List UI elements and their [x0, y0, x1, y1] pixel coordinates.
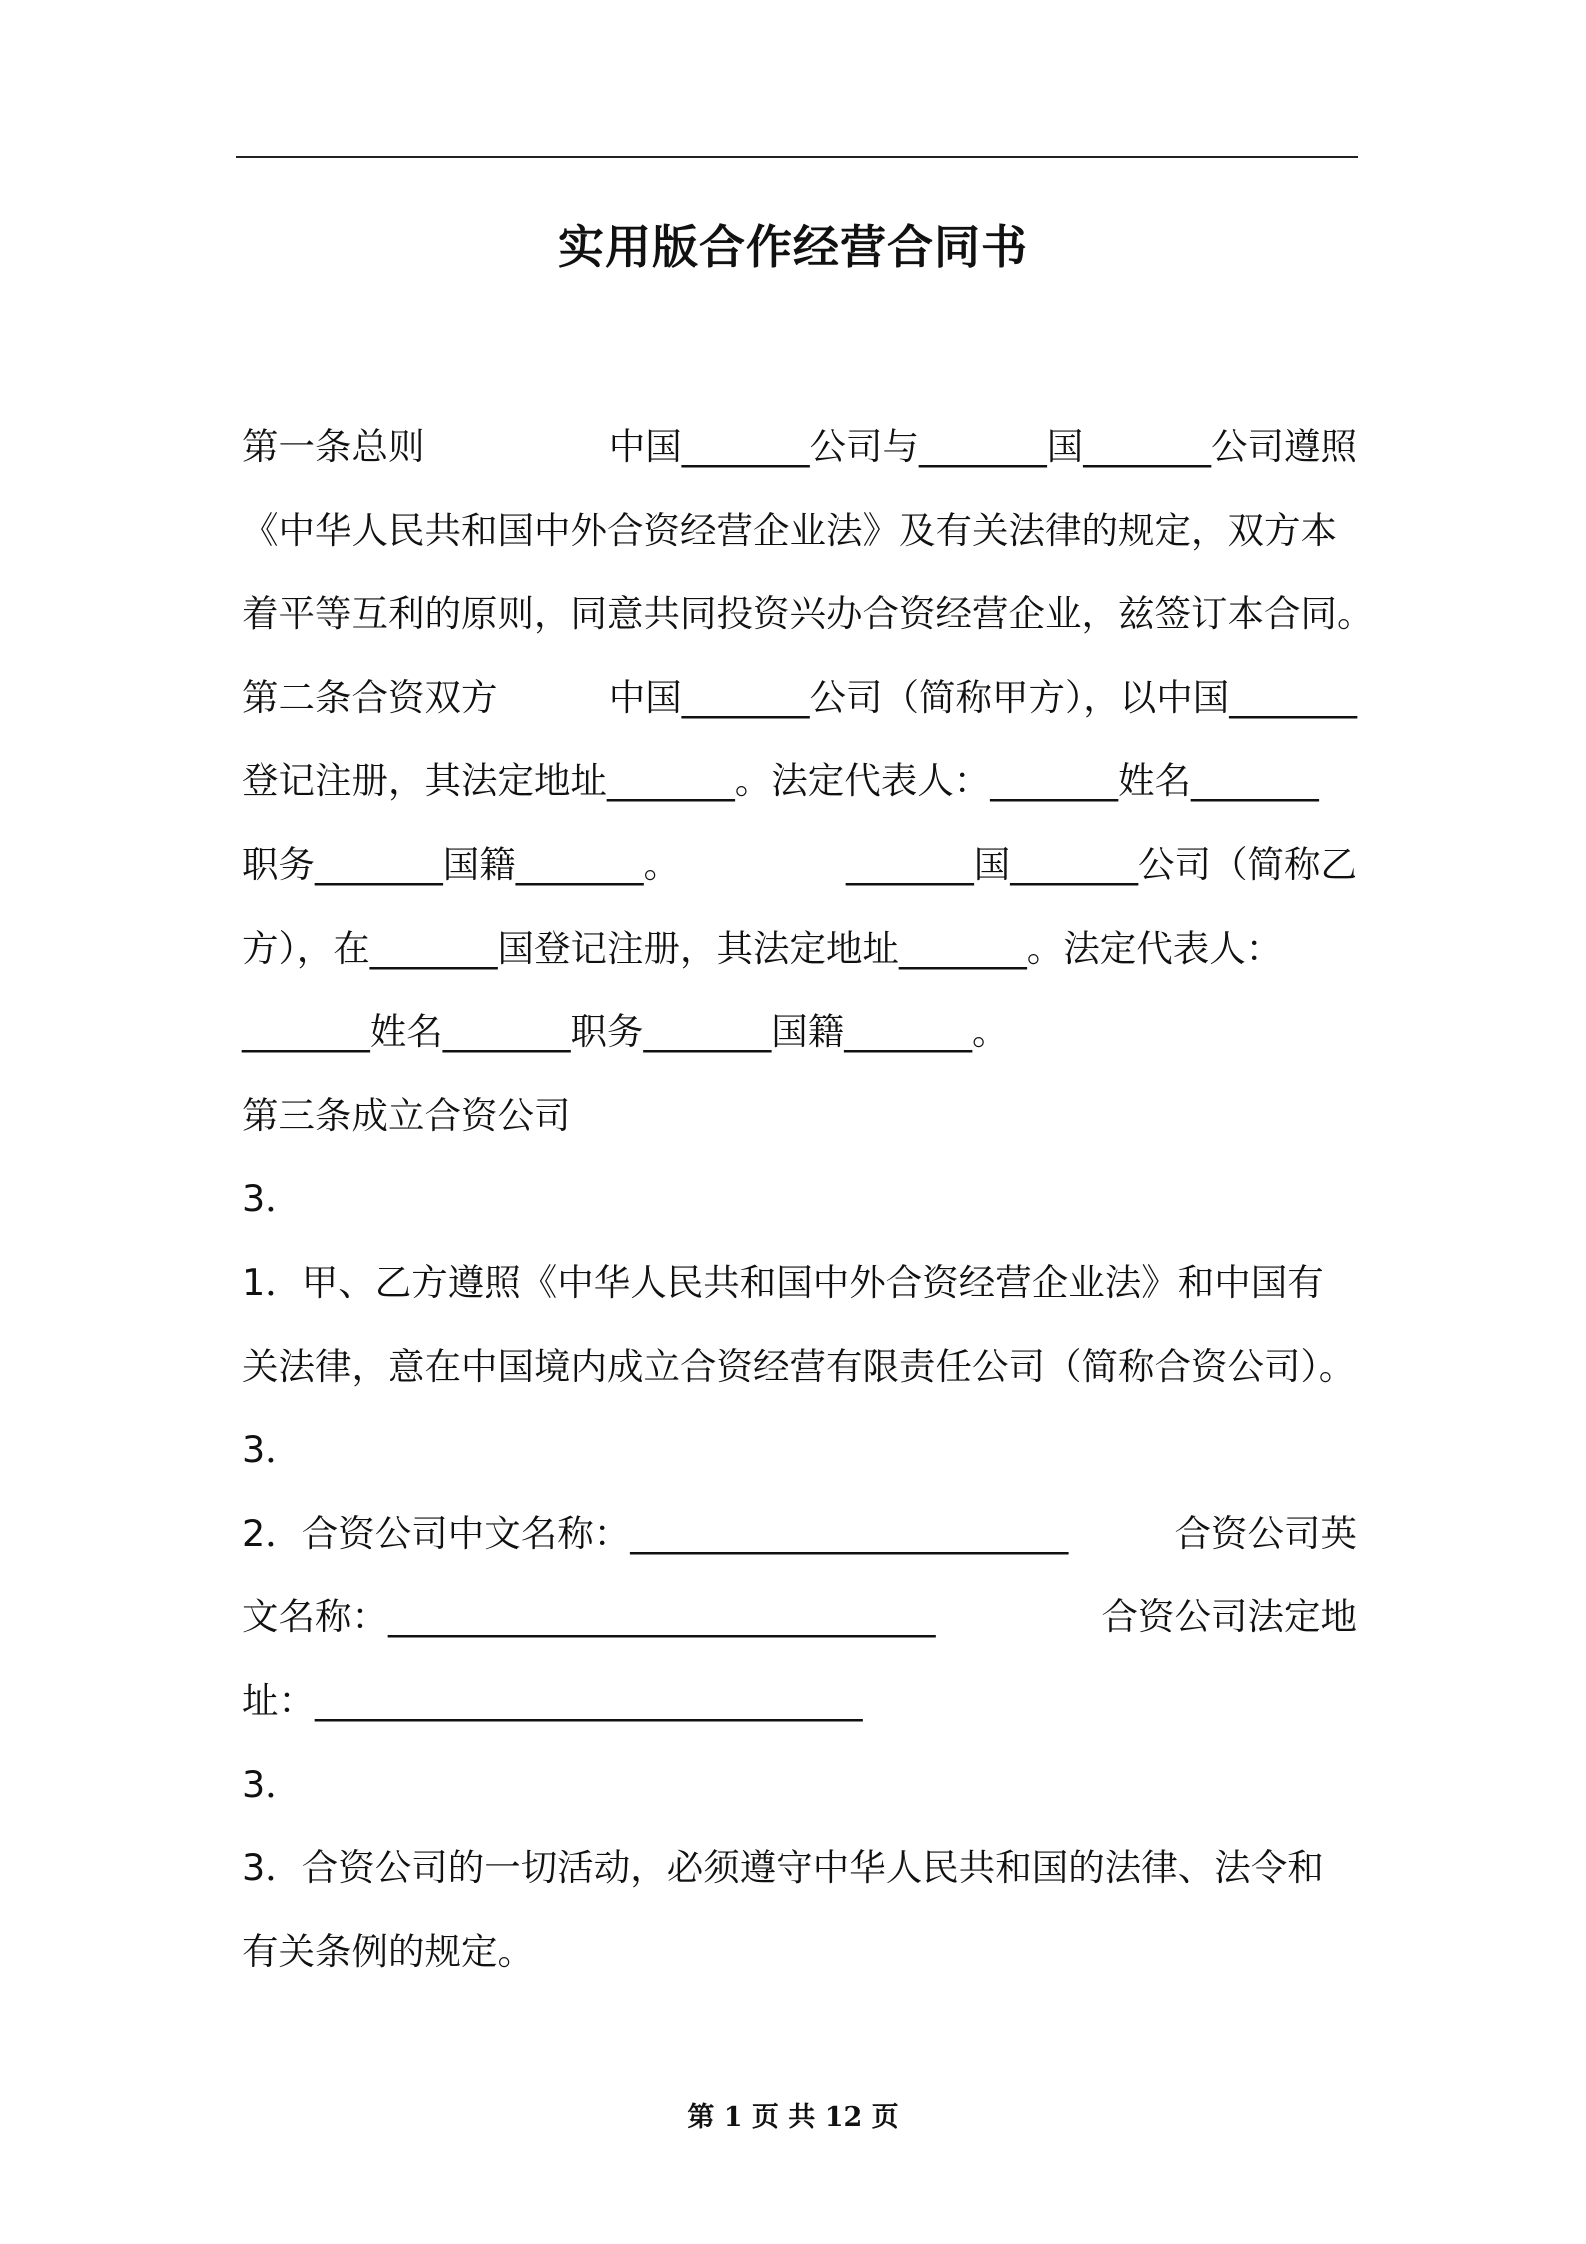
text-segment: 中国_______公司与_______国_______公司遵照: [608, 425, 1357, 468]
document-body: [242, 405, 1374, 1993]
body-line: [242, 1910, 1357, 1994]
text-segment: 3．: [242, 1762, 302, 1806]
body-line: [242, 1325, 1357, 1409]
text-segment: 合资公司英: [1174, 1511, 1357, 1555]
body-line: [242, 1659, 1357, 1743]
text-segment: _______姓名_______职务_______国籍_______。: [242, 1010, 1009, 1054]
body-line: [242, 907, 1357, 991]
text-segment: 《中华人民共和国中外合资经营企业法》及有关法律的规定，双方本: [242, 508, 1337, 552]
text-segment: 文名称：______________________________: [242, 1595, 936, 1639]
document-title: 实用版合作经营合同书: [558, 220, 1028, 274]
text-segment: 职务_______国籍_______。: [242, 842, 680, 886]
text-segment: 3．: [242, 1428, 302, 1472]
text-segment: 合资公司法定地: [1101, 1595, 1357, 1639]
text-segment: 中国_______公司（简称甲方），以中国_______: [608, 675, 1357, 719]
clause-number: [242, 1157, 1357, 1241]
body-line: [242, 656, 1357, 740]
body-line: [242, 739, 1357, 823]
section-heading: [242, 1074, 1357, 1158]
header-rule: [236, 156, 1358, 158]
text-segment: 方），在_______国登记注册，其法定地址_______。法定代表人：: [242, 926, 1283, 970]
body-line: [242, 823, 1357, 907]
text-segment: 1．甲、乙方遵照《中华人民共和国中外合资经营企业法》和中国有: [242, 1260, 1324, 1304]
text-segment: 3．: [242, 1177, 302, 1221]
text-segment: 关法律，意在中国境内成立合资经营有限责任公司（简称合资公司）。: [242, 1344, 1356, 1388]
body-line: [242, 572, 1374, 656]
page-counter: 第 1 页 共 12 页: [687, 2102, 899, 2133]
body-line: [242, 1492, 1357, 1576]
text-segment: 第一条总则: [242, 425, 425, 468]
text-segment: 第三条成立合资公司: [242, 1093, 571, 1137]
clause-number: [242, 1408, 1357, 1492]
text-segment: 着平等互利的原则，同意共同投资兴办合资经营企业，兹签订本合同。: [242, 592, 1374, 636]
clause-number: [242, 1743, 1357, 1827]
body-line: [242, 405, 1357, 489]
body-line: [242, 1826, 1357, 1910]
text-segment: 2．合资公司中文名称：________________________: [242, 1511, 1069, 1555]
text-segment: 有关条例的规定。: [242, 1929, 534, 1973]
text-segment: 3．合资公司的一切活动，必须遵守中华人民共和国的法律、法令和: [242, 1846, 1324, 1890]
text-segment: 登记注册，其法定地址_______。法定代表人：_______姓名_______: [242, 759, 1319, 803]
text-segment: 址：______________________________: [242, 1678, 863, 1722]
body-line: [242, 990, 1357, 1074]
body-line: [242, 489, 1357, 573]
body-line: [242, 1241, 1357, 1325]
text-segment: _______国_______公司（简称乙: [846, 842, 1357, 886]
body-line: [242, 1575, 1357, 1659]
text-segment: 第二条合资双方: [242, 675, 498, 719]
